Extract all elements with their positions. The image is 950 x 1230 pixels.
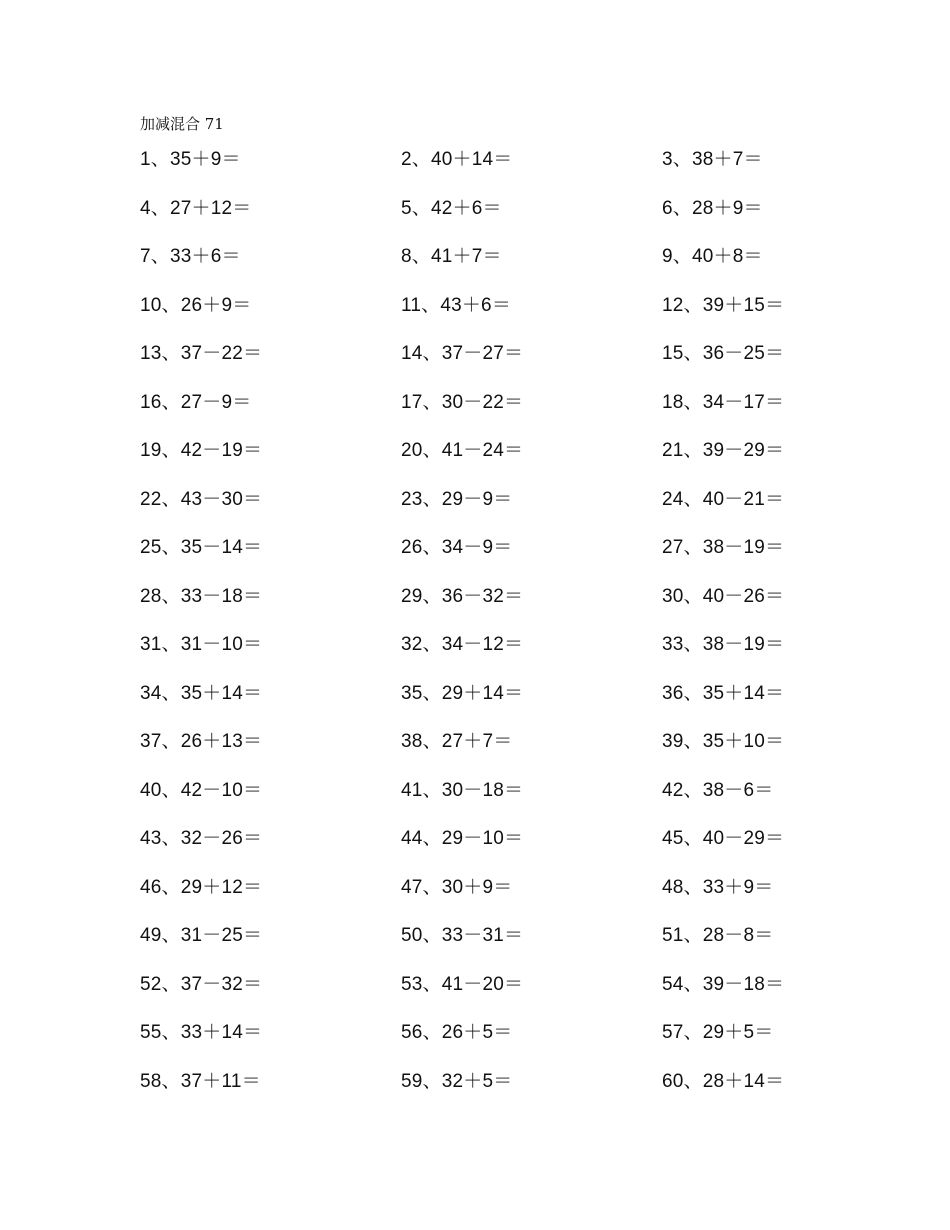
problem-item: 31、31－10＝ bbox=[140, 634, 263, 655]
problem-item: 19、42－19＝ bbox=[140, 440, 263, 461]
problem-item: 14、37－27＝ bbox=[401, 343, 524, 364]
problem-item: 51、28－8＝ bbox=[662, 925, 774, 946]
problem-item: 40、42－10＝ bbox=[140, 779, 263, 801]
problem-item: 46、29＋12＝ bbox=[140, 876, 263, 898]
problem-item: 27、38－19＝ bbox=[662, 537, 785, 558]
problem-item: 56、26＋5＝ bbox=[401, 1022, 513, 1043]
problem-item: 58、37＋11＝ bbox=[140, 1070, 261, 1092]
problem-item: 28、33－18＝ bbox=[140, 585, 263, 607]
problem-item: 25、35－14＝ bbox=[140, 537, 263, 558]
problem-item: 2、40＋14＝ bbox=[401, 149, 513, 170]
problem-item: 22、43－30＝ bbox=[140, 488, 263, 510]
problem-item: 23、29－9＝ bbox=[401, 488, 513, 510]
problem-item: 39、35＋10＝ bbox=[662, 731, 785, 752]
problem-item: 18、34－17＝ bbox=[662, 391, 785, 413]
problem-item: 41、30－18＝ bbox=[401, 779, 524, 801]
problem-item: 24、40－21＝ bbox=[662, 488, 785, 510]
problem-item: 53、41－20＝ bbox=[401, 973, 524, 995]
problem-item: 37、26＋13＝ bbox=[140, 731, 263, 752]
problem-item: 55、33＋14＝ bbox=[140, 1022, 263, 1043]
problem-item: 29、36－32＝ bbox=[401, 585, 524, 607]
problem-item: 54、39－18＝ bbox=[662, 973, 785, 995]
problem-item: 9、40＋8＝ bbox=[662, 246, 763, 267]
problem-item: 11、43＋6＝ bbox=[401, 294, 512, 316]
problem-item: 44、29－10＝ bbox=[401, 828, 524, 849]
problem-item: 38、27＋7＝ bbox=[401, 731, 513, 752]
problem-item: 42、38－6＝ bbox=[662, 779, 774, 801]
problem-item: 4、27＋12＝ bbox=[140, 197, 252, 219]
problem-item: 7、33＋6＝ bbox=[140, 246, 241, 267]
problem-item: 26、34－9＝ bbox=[401, 537, 513, 558]
problem-item: 52、37－32＝ bbox=[140, 973, 263, 995]
problem-item: 43、32－26＝ bbox=[140, 828, 263, 849]
problem-item: 3、38＋7＝ bbox=[662, 149, 763, 170]
problem-item: 57、29＋5＝ bbox=[662, 1022, 774, 1043]
problem-item: 34、35＋14＝ bbox=[140, 682, 263, 704]
problem-item: 6、28＋9＝ bbox=[662, 197, 763, 219]
problem-item: 33、38－19＝ bbox=[662, 634, 785, 655]
problem-item: 59、32＋5＝ bbox=[401, 1070, 513, 1092]
problem-item: 5、42＋6＝ bbox=[401, 197, 502, 219]
problem-item: 45、40－29＝ bbox=[662, 828, 785, 849]
problem-item: 1、35＋9＝ bbox=[140, 149, 241, 170]
problem-item: 12、39＋15＝ bbox=[662, 294, 785, 316]
worksheet-title: 加减混合 71 bbox=[140, 115, 224, 133]
problem-grid bbox=[140, 146, 840, 1116]
problem-item: 17、30－22＝ bbox=[401, 391, 524, 413]
problem-item: 15、36－25＝ bbox=[662, 343, 785, 364]
problem-item: 32、34－12＝ bbox=[401, 634, 524, 655]
problem-item: 47、30＋9＝ bbox=[401, 876, 513, 898]
problem-item: 50、33－31＝ bbox=[401, 925, 524, 946]
problem-item: 49、31－25＝ bbox=[140, 925, 263, 946]
problem-item: 21、39－29＝ bbox=[662, 440, 785, 461]
problem-item: 30、40－26＝ bbox=[662, 585, 785, 607]
problem-item: 48、33＋9＝ bbox=[662, 876, 774, 898]
problem-item: 10、26＋9＝ bbox=[140, 294, 252, 316]
problem-item: 35、29＋14＝ bbox=[401, 682, 524, 704]
problem-item: 13、37－22＝ bbox=[140, 343, 263, 364]
problem-item: 20、41－24＝ bbox=[401, 440, 524, 461]
problem-item: 8、41＋7＝ bbox=[401, 246, 502, 267]
problem-item: 36、35＋14＝ bbox=[662, 682, 785, 704]
problem-item: 60、28＋14＝ bbox=[662, 1070, 785, 1092]
problem-item: 16、27－9＝ bbox=[140, 391, 252, 413]
